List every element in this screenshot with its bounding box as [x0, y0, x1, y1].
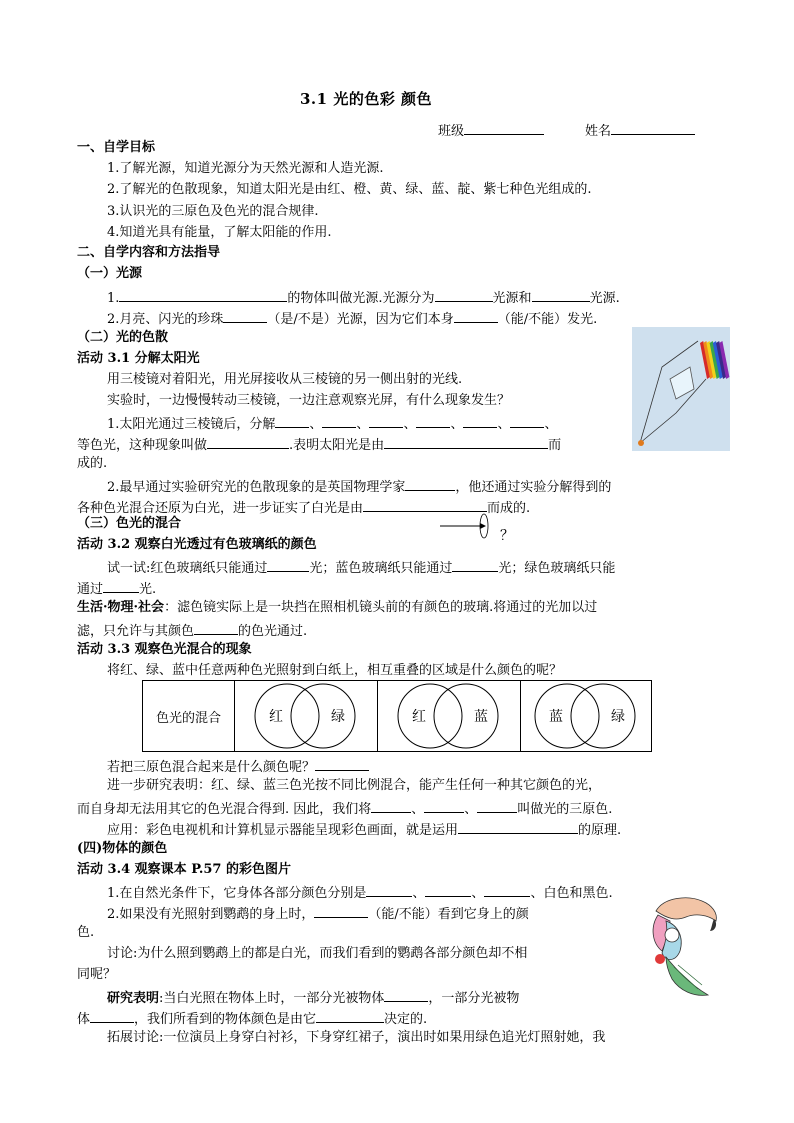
class-field: [438, 120, 544, 141]
venn-cell: [521, 681, 652, 752]
answer-blank[interactable]: [223, 308, 267, 323]
answer-blank[interactable]: [463, 413, 497, 428]
subsection-heading: （二）光的色散: [77, 330, 169, 345]
question-line: 滤，只允许与其颜色 的色光通过.: [77, 620, 307, 641]
light-through-filter-figure: [440, 512, 490, 540]
answer-blank[interactable]: [405, 476, 455, 491]
venn-diagram: [378, 681, 518, 751]
answer-blank[interactable]: [316, 1008, 384, 1023]
answer-blank[interactable]: [119, 287, 287, 302]
venn-right-label: 绿: [331, 709, 346, 725]
parrot-figure: [636, 893, 724, 1003]
class-blank[interactable]: [464, 120, 544, 135]
question-line: 而自身却无法用其它的色光混合得到. 因此，我们将 、 、 叫做光的三原色.: [77, 798, 612, 819]
answer-blank[interactable]: [532, 287, 590, 302]
question-line: 1.太阳光通过三棱镜后，分解 、 、 、 、 、 、: [107, 413, 558, 434]
activity-heading: 活动 3.3 观察色光混合的现象: [77, 642, 252, 657]
answer-blank[interactable]: [103, 578, 139, 593]
venn-cell: [235, 681, 378, 752]
answer-blank[interactable]: [510, 413, 544, 428]
answer-blank[interactable]: [275, 413, 309, 428]
answer-blank[interactable]: [366, 882, 412, 897]
goal-item: 3.认识光的三原色及色光的混合规律.: [107, 204, 319, 219]
answer-blank[interactable]: [458, 819, 578, 834]
question-line: 应用：彩色电视机和计算机显示器能呈现彩色画面，就是运用 的原理.: [107, 819, 621, 840]
section-heading: 一、自学目标: [77, 140, 156, 155]
venn-left-label: 红: [412, 709, 427, 725]
question-line: 研究表明:当白光照在物体上时，一部分光被物体 ，一部分光被物: [107, 987, 519, 1008]
goal-item: 4.知道光具有能量，了解太阳能的作用.: [107, 225, 332, 240]
answer-blank[interactable]: [371, 798, 411, 813]
answer-blank[interactable]: [484, 882, 530, 897]
question-line: 若把三原色混合起来是什么颜色呢？: [107, 756, 369, 777]
venn-left-label: 蓝: [549, 709, 563, 725]
goal-item: 1.了解光源，知道光源分为天然光源和人造光源.: [107, 161, 384, 176]
question-line: 等色光，这种现象叫做 .表明太阳光是由 而: [77, 434, 561, 455]
body-line: 拓展讨论:一位演员上身穿白衬衫，下身穿红裙子，演出时如果用绿色追光灯照射她，我: [107, 1030, 606, 1045]
subsection-heading: (四)物体的颜色: [77, 841, 168, 856]
answer-blank[interactable]: [363, 497, 487, 512]
activity-heading: 活动 3.2 观察白光透过有色玻璃纸的颜色: [77, 537, 317, 552]
color-mixing-table: [142, 680, 652, 752]
venn-cell: [378, 681, 521, 752]
name-label: 姓名: [585, 124, 612, 139]
prism-dispersion-figure: [632, 327, 730, 451]
body-line: 成的.: [77, 456, 108, 471]
body-line: 同呢？: [77, 967, 117, 982]
page-title: 3.1 光的色彩 颜色: [300, 90, 433, 108]
answer-blank[interactable]: [452, 557, 498, 572]
question-line: 1. 的物体叫做光源.光源分为 光源和 光源.: [107, 287, 620, 308]
answer-blank[interactable]: [90, 1008, 134, 1023]
question-line: 体 ，我们所看到的物体颜色是由它 决定的.: [77, 1008, 427, 1029]
question-line: 通过 光.: [77, 578, 156, 599]
question-mark: ？: [500, 528, 514, 544]
body-line: 色.: [77, 925, 95, 940]
answer-blank[interactable]: [384, 434, 548, 449]
body-line: 实验时，一边慢慢转动三棱镜，一边注意观察光屏，有什么现象发生？: [107, 393, 511, 408]
question-line: 1.在自然光条件下，它身体各部分颜色分别是 、 、 、白色和黑色.: [107, 882, 613, 903]
name-blank[interactable]: [611, 120, 695, 135]
body-line: 用三棱镜对着阳光，用光屏接收从三棱镜的另一侧出射的光线.: [107, 372, 463, 387]
answer-blank[interactable]: [425, 882, 471, 897]
section-heading: 二、自学内容和方法指导: [77, 245, 221, 260]
question-line: 2.月亮、闪光的珍珠 （是/不是）光源，因为它们本身 （能/不能）发光.: [107, 308, 597, 329]
goal-item: 2.了解光的色散现象，知道太阳光是由红、橙、黄、绿、蓝、靛、紫七种色光组成的.: [107, 182, 592, 197]
class-label: 班级: [438, 124, 465, 139]
question-line: 2.如果没有光照射到鹦鹉的身上时， （能/不能）看到它身上的颜: [107, 903, 529, 924]
answer-blank[interactable]: [194, 620, 238, 635]
subsection-heading: （一）光源: [77, 266, 143, 281]
body-line: 进一步研究表明：红、绿、蓝三色光按不同比例混合，能产生任何一种其它颜色的光，: [107, 778, 602, 793]
activity-heading: 活动 3.4 观察课本 P.57 的彩色图片: [77, 862, 291, 877]
answer-blank[interactable]: [369, 413, 403, 428]
venn-right-label: 绿: [611, 709, 625, 725]
table-label: 色光的混合: [143, 681, 235, 752]
venn-left-label: 红: [269, 709, 284, 725]
venn-right-label: 蓝: [474, 709, 489, 725]
body-line: 将红、绿、蓝中任意两种色光照射到白纸上，相互重叠的区域是什么颜色的呢？: [107, 663, 563, 678]
answer-blank[interactable]: [477, 798, 517, 813]
body-line: 讨论:为什么照到鹦鹉上的都是白光，而我们看到的鹦鹉各部分颜色却不相: [107, 946, 528, 961]
answer-blank[interactable]: [435, 287, 493, 302]
answer-blank[interactable]: [315, 756, 369, 771]
venn-diagram: [521, 681, 651, 751]
answer-blank[interactable]: [384, 987, 428, 1002]
question-line: 试一试:红色玻璃纸只能通过 光；蓝色玻璃纸只能通过 光；绿色玻璃纸只能: [107, 557, 615, 578]
activity-heading: 活动 3.1 分解太阳光: [77, 351, 200, 366]
answer-blank[interactable]: [424, 798, 464, 813]
question-line: 各种色光混合还原为白光，进一步证实了白光是由 而成的.: [77, 497, 530, 518]
name-field: [585, 120, 695, 141]
answer-blank[interactable]: [207, 434, 289, 449]
question-line: 2.最早通过实验研究光的色散现象的是英国物理学家 ，他还通过实验分解得到的: [107, 476, 611, 497]
subsection-heading: （三）色光的混合: [77, 516, 182, 531]
answer-blank[interactable]: [322, 413, 356, 428]
body-line: 生活·物理·社会：滤色镜实际上是一块挡在照相机镜头前的有颜色的玻璃.将通过的光加以过: [77, 600, 598, 615]
answer-blank[interactable]: [267, 557, 309, 572]
answer-blank[interactable]: [314, 903, 368, 918]
answer-blank[interactable]: [416, 413, 450, 428]
answer-blank[interactable]: [454, 308, 498, 323]
venn-diagram: [235, 681, 375, 751]
